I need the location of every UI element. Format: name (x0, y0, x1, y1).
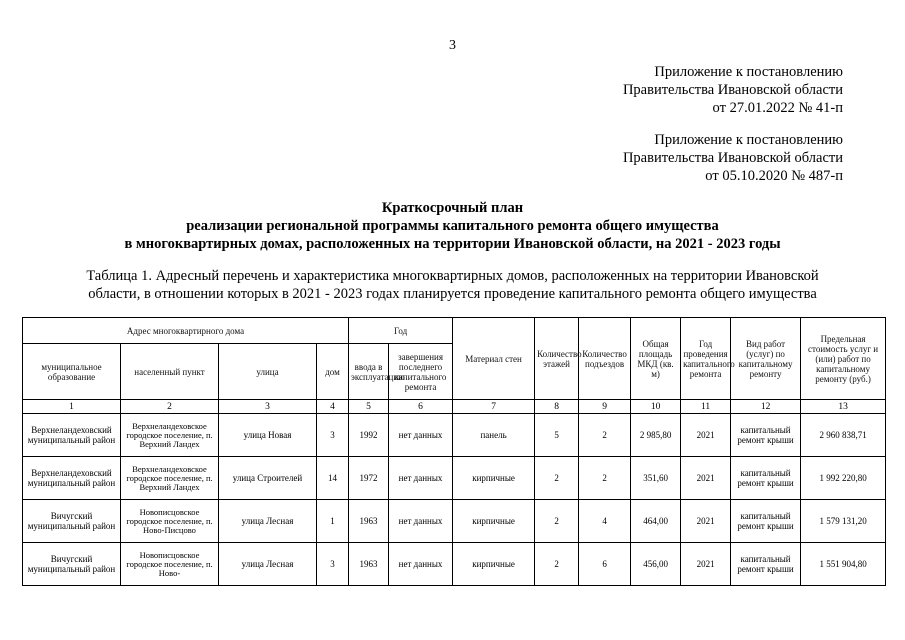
cell-house: 14 (317, 457, 349, 500)
column-number: 5 (349, 400, 389, 414)
cell-floors: 5 (535, 414, 579, 457)
header-house: дом (317, 344, 349, 400)
header-municipality: муниципальное образование (23, 344, 121, 400)
title-line: реализации региональной программы капитального ремонта общего имущества (186, 218, 719, 234)
caption-line: области, в отношении которых в 2021 - 2023 годах планируется проведение капитального ремонта общего имущества (88, 286, 817, 302)
title-line: Краткосрочный план (381, 200, 524, 216)
document-title (0, 199, 905, 253)
appendix-line: Приложение к постановлению (654, 132, 843, 148)
cell-street: улица Новая (219, 414, 317, 457)
column-number: 13 (801, 400, 886, 414)
header-address-group: Адрес многоквартирного дома (23, 318, 349, 344)
cell-floors: 2 (535, 543, 579, 586)
title-line: в многоквартирных домах, расположенных на территории Ивановской области, на 2021 - 2023 годы (124, 236, 781, 252)
column-number: 10 (631, 400, 681, 414)
cell-street: улица Лесная (219, 500, 317, 543)
cell-last-repair: нет данных (389, 457, 453, 500)
header-street: улица (219, 344, 317, 400)
cell-settlement: Новописцовское городское поселение, п. Ново-Писцово (121, 500, 219, 543)
header-wall-material: Материал стен (453, 318, 535, 400)
appendix-line: Правительства Ивановской области (622, 150, 843, 166)
cell-repair-year: 2021 (681, 500, 731, 543)
cell-wall-material: панель (453, 414, 535, 457)
cell-repair-year: 2021 (681, 414, 731, 457)
appendix-line: Приложение к постановлению (654, 64, 843, 80)
column-number: 6 (389, 400, 453, 414)
cell-max-cost: 1 551 904,80 (801, 543, 886, 586)
cell-commissioning: 1963 (349, 500, 389, 543)
cell-commissioning: 1972 (349, 457, 389, 500)
repair-plan-table (22, 317, 886, 586)
column-number: 7 (453, 400, 535, 414)
cell-area: 464,00 (631, 500, 681, 543)
appendix-line: от 05.10.2020 № 487-п (705, 168, 843, 184)
cell-work-type: капитальный ремонт крыши (731, 543, 801, 586)
cell-work-type: капитальный ремонт крыши (731, 414, 801, 457)
cell-floors: 2 (535, 500, 579, 543)
header-entrances: Количество подъездов (579, 318, 631, 400)
cell-house: 3 (317, 543, 349, 586)
cell-max-cost: 2 960 838,71 (801, 414, 886, 457)
header-commissioning: ввода в эксплуатацию (349, 344, 389, 400)
cell-area: 2 985,80 (631, 414, 681, 457)
caption-line: Таблица 1. Адресный перечень и характеристика многоквартирных домов, расположенных на территории Ивановской (86, 268, 819, 284)
cell-municipality: Вичугский муниципальный район (23, 543, 121, 586)
cell-wall-material: кирпичные (453, 500, 535, 543)
header-year-group: Год (349, 318, 453, 344)
header-settlement: населенный пункт (121, 344, 219, 400)
cell-work-type: капитальный ремонт крыши (731, 500, 801, 543)
header-area: Общая площадь МКД (кв. м) (631, 318, 681, 400)
page-number: 3 (449, 38, 456, 53)
cell-municipality: Верхнеландеховский муниципальный район (23, 414, 121, 457)
appendix-line: от 27.01.2022 № 41-п (712, 100, 843, 116)
cell-max-cost: 1 992 220,80 (801, 457, 886, 500)
cell-commissioning: 1963 (349, 543, 389, 586)
appendix-note-2022 (623, 63, 843, 117)
table-row (23, 500, 886, 543)
header-max-cost: Предельная стоимость услуг и (или) работ по капитальному ремонту (руб.) (801, 318, 886, 400)
column-number: 11 (681, 400, 731, 414)
header-floors: Количество этажей (535, 318, 579, 400)
cell-settlement: Новописцовское городское поселение, п. Ново- (121, 543, 219, 586)
column-number: 4 (317, 400, 349, 414)
cell-street: улица Лесная (219, 543, 317, 586)
appendix-note-2020 (623, 131, 843, 185)
table-row (23, 457, 886, 500)
cell-entrances: 2 (579, 457, 631, 500)
table-caption (40, 267, 865, 303)
cell-entrances: 4 (579, 500, 631, 543)
cell-area: 456,00 (631, 543, 681, 586)
cell-area: 351,60 (631, 457, 681, 500)
column-number: 8 (535, 400, 579, 414)
table-row (23, 543, 886, 586)
header-work-type: Вид работ (услуг) по капитальному ремонту (731, 318, 801, 400)
cell-repair-year: 2021 (681, 457, 731, 500)
cell-last-repair: нет данных (389, 543, 453, 586)
cell-municipality: Верхнеландеховский муниципальный район (23, 457, 121, 500)
column-number: 1 (23, 400, 121, 414)
cell-settlement: Верхнеландеховское городское поселение, п. Верхний Ландех (121, 457, 219, 500)
table-row (23, 414, 886, 457)
cell-floors: 2 (535, 457, 579, 500)
cell-last-repair: нет данных (389, 414, 453, 457)
column-number: 3 (219, 400, 317, 414)
cell-house: 3 (317, 414, 349, 457)
header-last-repair: завершения последнего капитального ремонта (389, 344, 453, 400)
cell-street: улица Строителей (219, 457, 317, 500)
cell-wall-material: кирпичные (453, 457, 535, 500)
header-repair-year: Год проведения капитального ремонта (681, 318, 731, 400)
cell-max-cost: 1 579 131,20 (801, 500, 886, 543)
cell-commissioning: 1992 (349, 414, 389, 457)
appendix-line: Правительства Ивановской области (622, 82, 843, 98)
cell-settlement: Верхнеландеховское городское поселение, п. Верхний Ландех (121, 414, 219, 457)
cell-house: 1 (317, 500, 349, 543)
cell-repair-year: 2021 (681, 543, 731, 586)
cell-last-repair: нет данных (389, 500, 453, 543)
column-number: 9 (579, 400, 631, 414)
cell-work-type: капитальный ремонт крыши (731, 457, 801, 500)
cell-entrances: 2 (579, 414, 631, 457)
cell-entrances: 6 (579, 543, 631, 586)
column-number: 12 (731, 400, 801, 414)
column-number: 2 (121, 400, 219, 414)
cell-municipality: Вичугский муниципальный район (23, 500, 121, 543)
cell-wall-material: кирпичные (453, 543, 535, 586)
